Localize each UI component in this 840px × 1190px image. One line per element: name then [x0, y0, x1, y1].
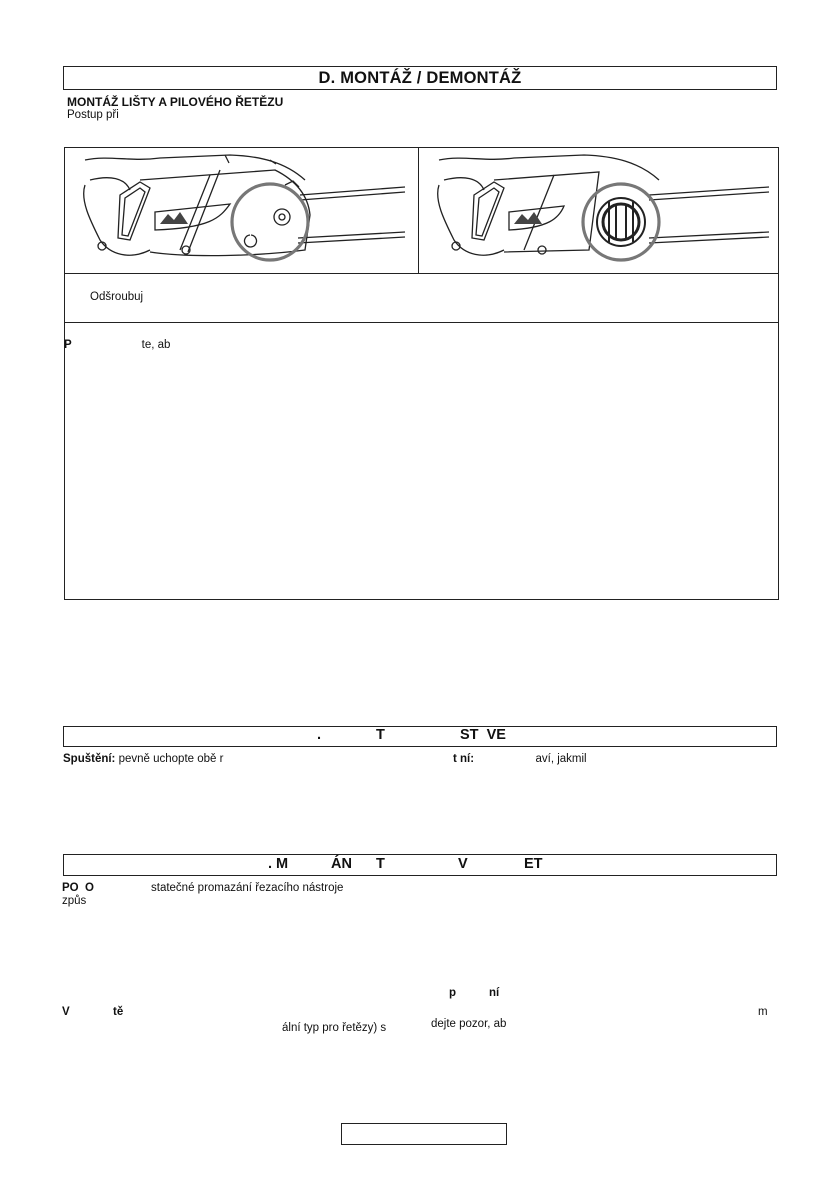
- page-number-box: [341, 1123, 507, 1145]
- section-f-bold: ní: [489, 987, 500, 999]
- section-f-bold: V: [62, 1006, 70, 1018]
- section-f-text: statečné promazání řezacího nástroje: [151, 882, 344, 894]
- title-fragment: ET: [524, 856, 543, 872]
- figure-divider: [64, 273, 779, 274]
- title-fragment: V: [458, 856, 468, 872]
- section-f-title: [63, 854, 777, 876]
- paragraph-bold: P: [64, 339, 72, 351]
- section-d-title: D. MONTÁŽ / DEMONTÁŽ: [63, 66, 777, 90]
- section-d-paragraph: [64, 339, 170, 351]
- title-fragment: T: [376, 727, 385, 743]
- section-e-line: [63, 753, 223, 765]
- title-fragment: .: [317, 727, 322, 743]
- section-f-text: m: [758, 1006, 768, 1018]
- chainsaw-sprocket-exposed-icon: [438, 155, 769, 260]
- figure-divider: [64, 322, 779, 323]
- spusteni-text: pevně uchopte obě r: [118, 753, 224, 765]
- title-fragment: ST VE: [460, 727, 506, 743]
- section-f-text: způs: [62, 895, 87, 907]
- section-f-text: dejte pozor, ab: [431, 1018, 507, 1030]
- section-f-bold: p: [449, 987, 457, 999]
- section-d-intro: Postup při: [67, 109, 119, 121]
- paragraph-text: te, ab: [141, 339, 171, 351]
- figure-divider: [418, 147, 419, 273]
- section-e-title: [63, 726, 777, 747]
- chainsaw-cover-illustration: [70, 150, 415, 270]
- stop-label: t ní:: [453, 753, 475, 765]
- stop-text: aví, jakmil: [535, 753, 587, 765]
- chainsaw-sprocket-illustration: [424, 150, 774, 270]
- section-f-bold: PO O: [62, 882, 94, 894]
- title-fragment: ÁN: [331, 856, 352, 872]
- title-fragment: . M: [268, 856, 289, 872]
- section-f-text: ální typ pro řetězy) s: [282, 1022, 387, 1034]
- section-f-bold: tě: [113, 1006, 124, 1018]
- section-d-subtitle: MONTÁŽ LIŠTY A PILOVÉHO ŘETĚZU: [67, 95, 284, 109]
- title-fragment: T: [376, 856, 385, 872]
- spusteni-label: Spuštění:: [63, 753, 116, 765]
- chainsaw-cover-with-nut-icon: [84, 155, 405, 260]
- section-e-line-2: [453, 753, 587, 765]
- figure-caption: Odšroubuj: [90, 291, 144, 303]
